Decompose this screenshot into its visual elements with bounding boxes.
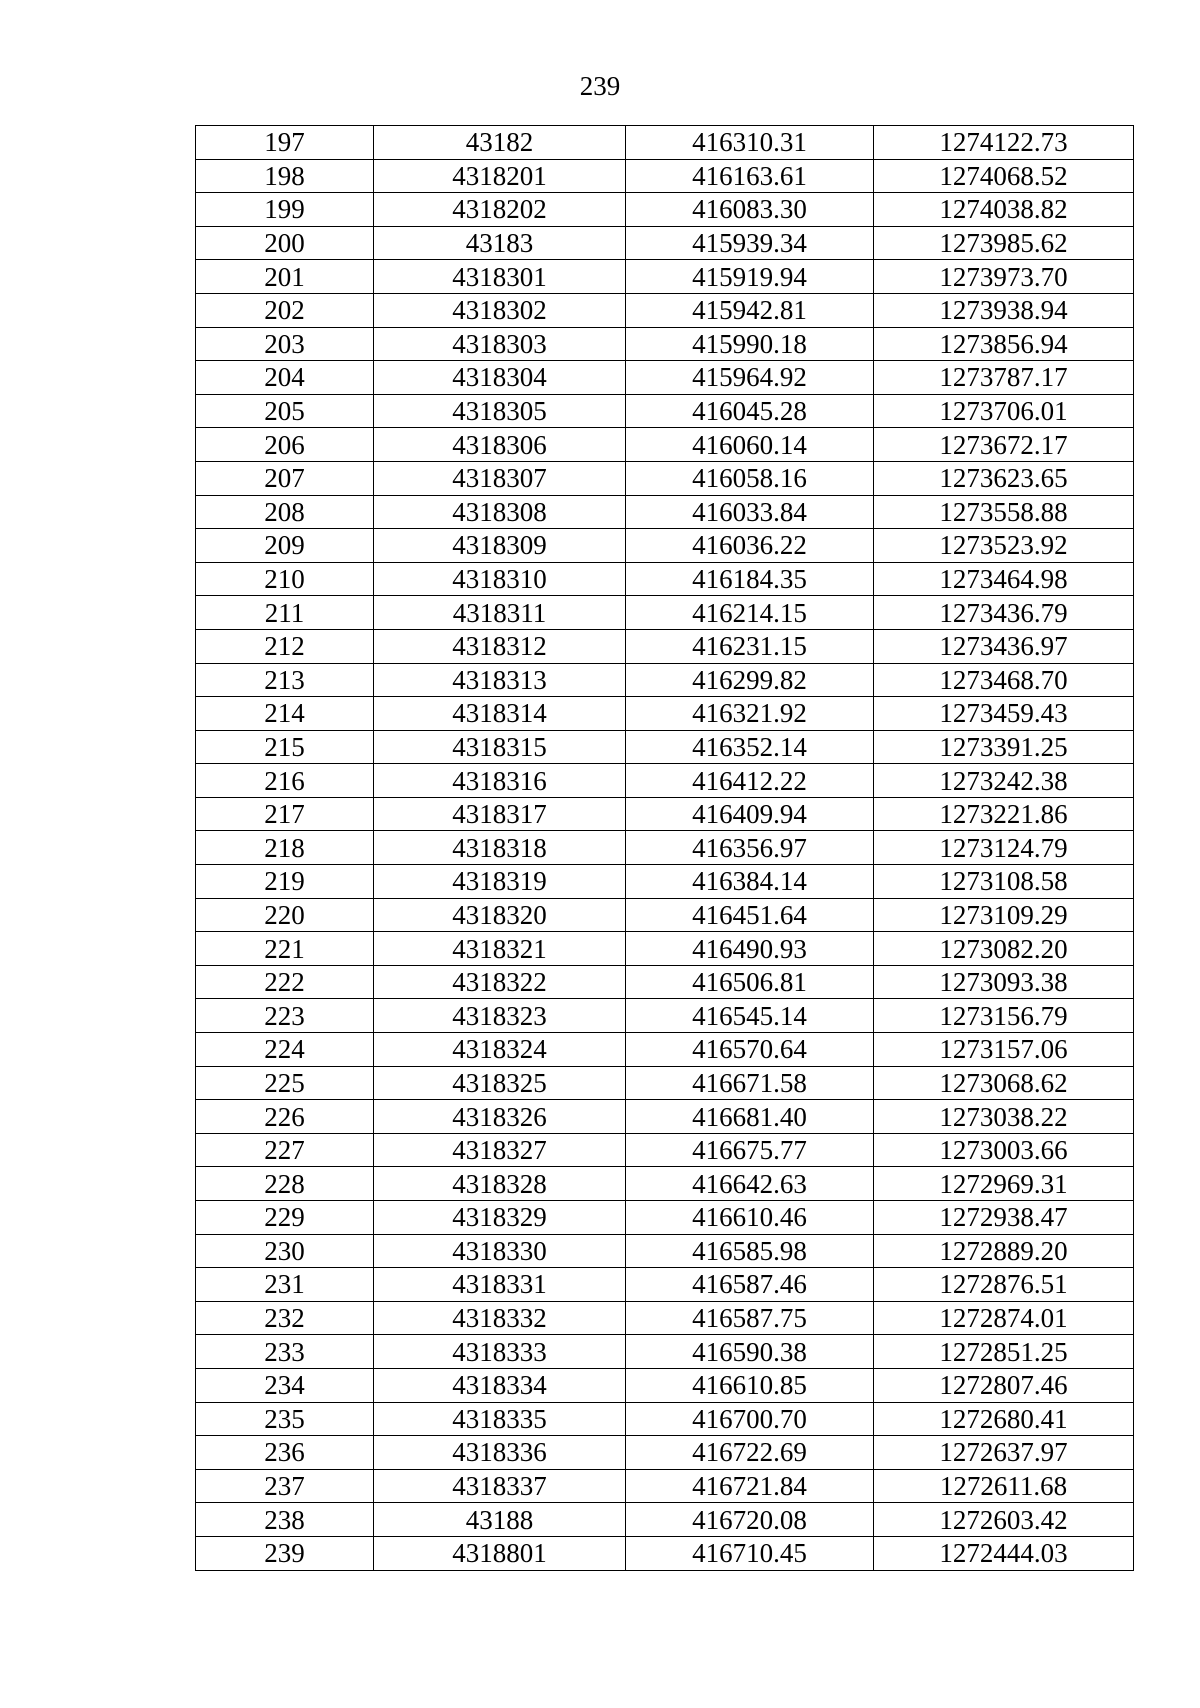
y-coordinate-cell: 1273157.06	[874, 1033, 1134, 1067]
point-id-cell: 4318309	[374, 529, 626, 563]
y-coordinate-cell: 1272444.03	[874, 1536, 1134, 1570]
table-row	[196, 1469, 1134, 1503]
point-id-cell: 4318303	[374, 327, 626, 361]
point-id-cell: 4318332	[374, 1301, 626, 1335]
x-coordinate-cell: 416585.98	[626, 1234, 874, 1268]
point-id-cell: 4318323	[374, 999, 626, 1033]
x-coordinate-cell: 416570.64	[626, 1033, 874, 1067]
point-id-cell: 4318321	[374, 932, 626, 966]
point-id-cell: 4318316	[374, 764, 626, 798]
point-id-cell: 4318334	[374, 1368, 626, 1402]
table-row	[196, 1436, 1134, 1470]
row-number-cell: 212	[196, 629, 374, 663]
table-row	[196, 495, 1134, 529]
row-number-cell: 197	[196, 126, 374, 160]
x-coordinate-cell: 416700.70	[626, 1402, 874, 1436]
row-number-cell: 238	[196, 1503, 374, 1537]
row-number-cell: 210	[196, 562, 374, 596]
table-row	[196, 730, 1134, 764]
y-coordinate-cell: 1273124.79	[874, 831, 1134, 865]
row-number-cell: 228	[196, 1167, 374, 1201]
row-number-cell: 209	[196, 529, 374, 563]
point-id-cell: 4318310	[374, 562, 626, 596]
y-coordinate-cell: 1273108.58	[874, 865, 1134, 899]
y-coordinate-cell: 1272807.46	[874, 1368, 1134, 1402]
table-row	[196, 1066, 1134, 1100]
y-coordinate-cell: 1273464.98	[874, 562, 1134, 596]
x-coordinate-cell: 416587.75	[626, 1301, 874, 1335]
x-coordinate-cell: 416451.64	[626, 898, 874, 932]
table-row	[196, 1133, 1134, 1167]
point-id-cell: 4318304	[374, 361, 626, 395]
y-coordinate-cell: 1272603.42	[874, 1503, 1134, 1537]
point-id-cell: 4318317	[374, 797, 626, 831]
table-row	[196, 1100, 1134, 1134]
table-row	[196, 1268, 1134, 1302]
y-coordinate-cell: 1273093.38	[874, 965, 1134, 999]
y-coordinate-cell: 1273468.70	[874, 663, 1134, 697]
x-coordinate-cell: 416722.69	[626, 1436, 874, 1470]
point-id-cell: 4318202	[374, 193, 626, 227]
y-coordinate-cell: 1273436.97	[874, 629, 1134, 663]
row-number-cell: 218	[196, 831, 374, 865]
x-coordinate-cell: 416506.81	[626, 965, 874, 999]
point-id-cell: 4318201	[374, 159, 626, 193]
row-number-cell: 214	[196, 697, 374, 731]
x-coordinate-cell: 416299.82	[626, 663, 874, 697]
point-id-cell: 4318335	[374, 1402, 626, 1436]
point-id-cell: 4318302	[374, 293, 626, 327]
y-coordinate-cell: 1273156.79	[874, 999, 1134, 1033]
x-coordinate-cell: 416490.93	[626, 932, 874, 966]
table-row	[196, 1234, 1134, 1268]
row-number-cell: 208	[196, 495, 374, 529]
point-id-cell: 4318337	[374, 1469, 626, 1503]
y-coordinate-cell: 1273459.43	[874, 697, 1134, 731]
x-coordinate-cell: 416058.16	[626, 461, 874, 495]
table-row	[196, 1301, 1134, 1335]
table-row	[196, 999, 1134, 1033]
x-coordinate-cell: 416045.28	[626, 394, 874, 428]
point-id-cell: 4318327	[374, 1133, 626, 1167]
table-row	[196, 159, 1134, 193]
x-coordinate-cell: 416214.15	[626, 596, 874, 630]
row-number-cell: 239	[196, 1536, 374, 1570]
point-id-cell: 4318326	[374, 1100, 626, 1134]
row-number-cell: 207	[196, 461, 374, 495]
table-row	[196, 1201, 1134, 1235]
row-number-cell: 211	[196, 596, 374, 630]
y-coordinate-cell: 1273672.17	[874, 428, 1134, 462]
y-coordinate-cell: 1273082.20	[874, 932, 1134, 966]
row-number-cell: 203	[196, 327, 374, 361]
y-coordinate-cell: 1273856.94	[874, 327, 1134, 361]
row-number-cell: 199	[196, 193, 374, 227]
x-coordinate-cell: 416721.84	[626, 1469, 874, 1503]
y-coordinate-cell: 1272611.68	[874, 1469, 1134, 1503]
row-number-cell: 205	[196, 394, 374, 428]
table-row	[196, 1536, 1134, 1570]
table-row	[196, 764, 1134, 798]
row-number-cell: 227	[196, 1133, 374, 1167]
table-row	[196, 529, 1134, 563]
table-row	[196, 260, 1134, 294]
table-row	[196, 293, 1134, 327]
x-coordinate-cell: 415990.18	[626, 327, 874, 361]
table-row	[196, 1503, 1134, 1537]
row-number-cell: 225	[196, 1066, 374, 1100]
y-coordinate-cell: 1272889.20	[874, 1234, 1134, 1268]
point-id-cell: 4318301	[374, 260, 626, 294]
coordinates-table	[195, 125, 1134, 1571]
point-id-cell: 4318330	[374, 1234, 626, 1268]
row-number-cell: 235	[196, 1402, 374, 1436]
table-row	[196, 629, 1134, 663]
x-coordinate-cell: 416163.61	[626, 159, 874, 193]
row-number-cell: 204	[196, 361, 374, 395]
x-coordinate-cell: 416681.40	[626, 1100, 874, 1134]
x-coordinate-cell: 416642.63	[626, 1167, 874, 1201]
x-coordinate-cell: 416384.14	[626, 865, 874, 899]
point-id-cell: 4318319	[374, 865, 626, 899]
row-number-cell: 215	[196, 730, 374, 764]
point-id-cell: 4318325	[374, 1066, 626, 1100]
y-coordinate-cell: 1274068.52	[874, 159, 1134, 193]
table-row	[196, 327, 1134, 361]
x-coordinate-cell: 416590.38	[626, 1335, 874, 1369]
row-number-cell: 219	[196, 865, 374, 899]
x-coordinate-cell: 416610.46	[626, 1201, 874, 1235]
table-row	[196, 193, 1134, 227]
table-row	[196, 898, 1134, 932]
y-coordinate-cell: 1273391.25	[874, 730, 1134, 764]
y-coordinate-cell: 1273523.92	[874, 529, 1134, 563]
x-coordinate-cell: 416310.31	[626, 126, 874, 160]
point-id-cell: 4318306	[374, 428, 626, 462]
row-number-cell: 236	[196, 1436, 374, 1470]
row-number-cell: 237	[196, 1469, 374, 1503]
point-id-cell: 4318312	[374, 629, 626, 663]
x-coordinate-cell: 416675.77	[626, 1133, 874, 1167]
point-id-cell: 4318801	[374, 1536, 626, 1570]
row-number-cell: 200	[196, 226, 374, 260]
point-id-cell: 4318328	[374, 1167, 626, 1201]
point-id-cell: 43188	[374, 1503, 626, 1537]
point-id-cell: 4318331	[374, 1268, 626, 1302]
table-row	[196, 126, 1134, 160]
row-number-cell: 229	[196, 1201, 374, 1235]
table-row	[196, 428, 1134, 462]
y-coordinate-cell: 1273973.70	[874, 260, 1134, 294]
x-coordinate-cell: 416231.15	[626, 629, 874, 663]
row-number-cell: 202	[196, 293, 374, 327]
point-id-cell: 4318315	[374, 730, 626, 764]
table-row	[196, 562, 1134, 596]
row-number-cell: 223	[196, 999, 374, 1033]
y-coordinate-cell: 1273003.66	[874, 1133, 1134, 1167]
table-row	[196, 1402, 1134, 1436]
row-number-cell: 220	[196, 898, 374, 932]
y-coordinate-cell: 1273436.79	[874, 596, 1134, 630]
y-coordinate-cell: 1273706.01	[874, 394, 1134, 428]
row-number-cell: 206	[196, 428, 374, 462]
x-coordinate-cell: 416321.92	[626, 697, 874, 731]
table-row	[196, 461, 1134, 495]
point-id-cell: 4318311	[374, 596, 626, 630]
x-coordinate-cell: 416083.30	[626, 193, 874, 227]
y-coordinate-cell: 1273221.86	[874, 797, 1134, 831]
y-coordinate-cell: 1274122.73	[874, 126, 1134, 160]
x-coordinate-cell: 416671.58	[626, 1066, 874, 1100]
x-coordinate-cell: 416710.45	[626, 1536, 874, 1570]
point-id-cell: 4318318	[374, 831, 626, 865]
y-coordinate-cell: 1272969.31	[874, 1167, 1134, 1201]
x-coordinate-cell: 415919.94	[626, 260, 874, 294]
y-coordinate-cell: 1273558.88	[874, 495, 1134, 529]
y-coordinate-cell: 1273068.62	[874, 1066, 1134, 1100]
table-row	[196, 1167, 1134, 1201]
point-id-cell: 4318329	[374, 1201, 626, 1235]
x-coordinate-cell: 416409.94	[626, 797, 874, 831]
y-coordinate-cell: 1273038.22	[874, 1100, 1134, 1134]
table-row	[196, 1033, 1134, 1067]
x-coordinate-cell: 416060.14	[626, 428, 874, 462]
table-row	[196, 226, 1134, 260]
x-coordinate-cell: 416610.85	[626, 1368, 874, 1402]
table-row	[196, 697, 1134, 731]
x-coordinate-cell: 416545.14	[626, 999, 874, 1033]
table-row	[196, 797, 1134, 831]
row-number-cell: 232	[196, 1301, 374, 1335]
table-row	[196, 1368, 1134, 1402]
point-id-cell: 43183	[374, 226, 626, 260]
row-number-cell: 234	[196, 1368, 374, 1402]
x-coordinate-cell: 416412.22	[626, 764, 874, 798]
table-row	[196, 361, 1134, 395]
x-coordinate-cell: 415964.92	[626, 361, 874, 395]
y-coordinate-cell: 1273787.17	[874, 361, 1134, 395]
coordinates-table-body	[196, 126, 1134, 1571]
point-id-cell: 4318307	[374, 461, 626, 495]
point-id-cell: 4318322	[374, 965, 626, 999]
x-coordinate-cell: 415939.34	[626, 226, 874, 260]
row-number-cell: 222	[196, 965, 374, 999]
y-coordinate-cell: 1272938.47	[874, 1201, 1134, 1235]
y-coordinate-cell: 1272874.01	[874, 1301, 1134, 1335]
row-number-cell: 201	[196, 260, 374, 294]
table-row	[196, 965, 1134, 999]
point-id-cell: 4318324	[374, 1033, 626, 1067]
table-row	[196, 1335, 1134, 1369]
table-row	[196, 831, 1134, 865]
row-number-cell: 224	[196, 1033, 374, 1067]
point-id-cell: 4318333	[374, 1335, 626, 1369]
x-coordinate-cell: 416184.35	[626, 562, 874, 596]
row-number-cell: 231	[196, 1268, 374, 1302]
row-number-cell: 221	[196, 932, 374, 966]
table-row	[196, 596, 1134, 630]
y-coordinate-cell: 1273938.94	[874, 293, 1134, 327]
x-coordinate-cell: 416036.22	[626, 529, 874, 563]
point-id-cell: 4318314	[374, 697, 626, 731]
point-id-cell: 4318308	[374, 495, 626, 529]
point-id-cell: 4318313	[374, 663, 626, 697]
row-number-cell: 217	[196, 797, 374, 831]
row-number-cell: 198	[196, 159, 374, 193]
y-coordinate-cell: 1274038.82	[874, 193, 1134, 227]
y-coordinate-cell: 1272876.51	[874, 1268, 1134, 1302]
x-coordinate-cell: 416356.97	[626, 831, 874, 865]
page-number: 239	[579, 71, 621, 101]
table-row	[196, 663, 1134, 697]
row-number-cell: 213	[196, 663, 374, 697]
y-coordinate-cell: 1273623.65	[874, 461, 1134, 495]
y-coordinate-cell: 1272851.25	[874, 1335, 1134, 1369]
row-number-cell: 233	[196, 1335, 374, 1369]
row-number-cell: 226	[196, 1100, 374, 1134]
row-number-cell: 230	[196, 1234, 374, 1268]
y-coordinate-cell: 1273109.29	[874, 898, 1134, 932]
x-coordinate-cell: 416587.46	[626, 1268, 874, 1302]
point-id-cell: 43182	[374, 126, 626, 160]
table-row	[196, 932, 1134, 966]
x-coordinate-cell: 416720.08	[626, 1503, 874, 1537]
x-coordinate-cell: 416033.84	[626, 495, 874, 529]
x-coordinate-cell: 416352.14	[626, 730, 874, 764]
y-coordinate-cell: 1273242.38	[874, 764, 1134, 798]
y-coordinate-cell: 1272680.41	[874, 1402, 1134, 1436]
point-id-cell: 4318320	[374, 898, 626, 932]
table-row	[196, 865, 1134, 899]
x-coordinate-cell: 415942.81	[626, 293, 874, 327]
y-coordinate-cell: 1273985.62	[874, 226, 1134, 260]
point-id-cell: 4318305	[374, 394, 626, 428]
y-coordinate-cell: 1272637.97	[874, 1436, 1134, 1470]
table-row	[196, 394, 1134, 428]
point-id-cell: 4318336	[374, 1436, 626, 1470]
row-number-cell: 216	[196, 764, 374, 798]
